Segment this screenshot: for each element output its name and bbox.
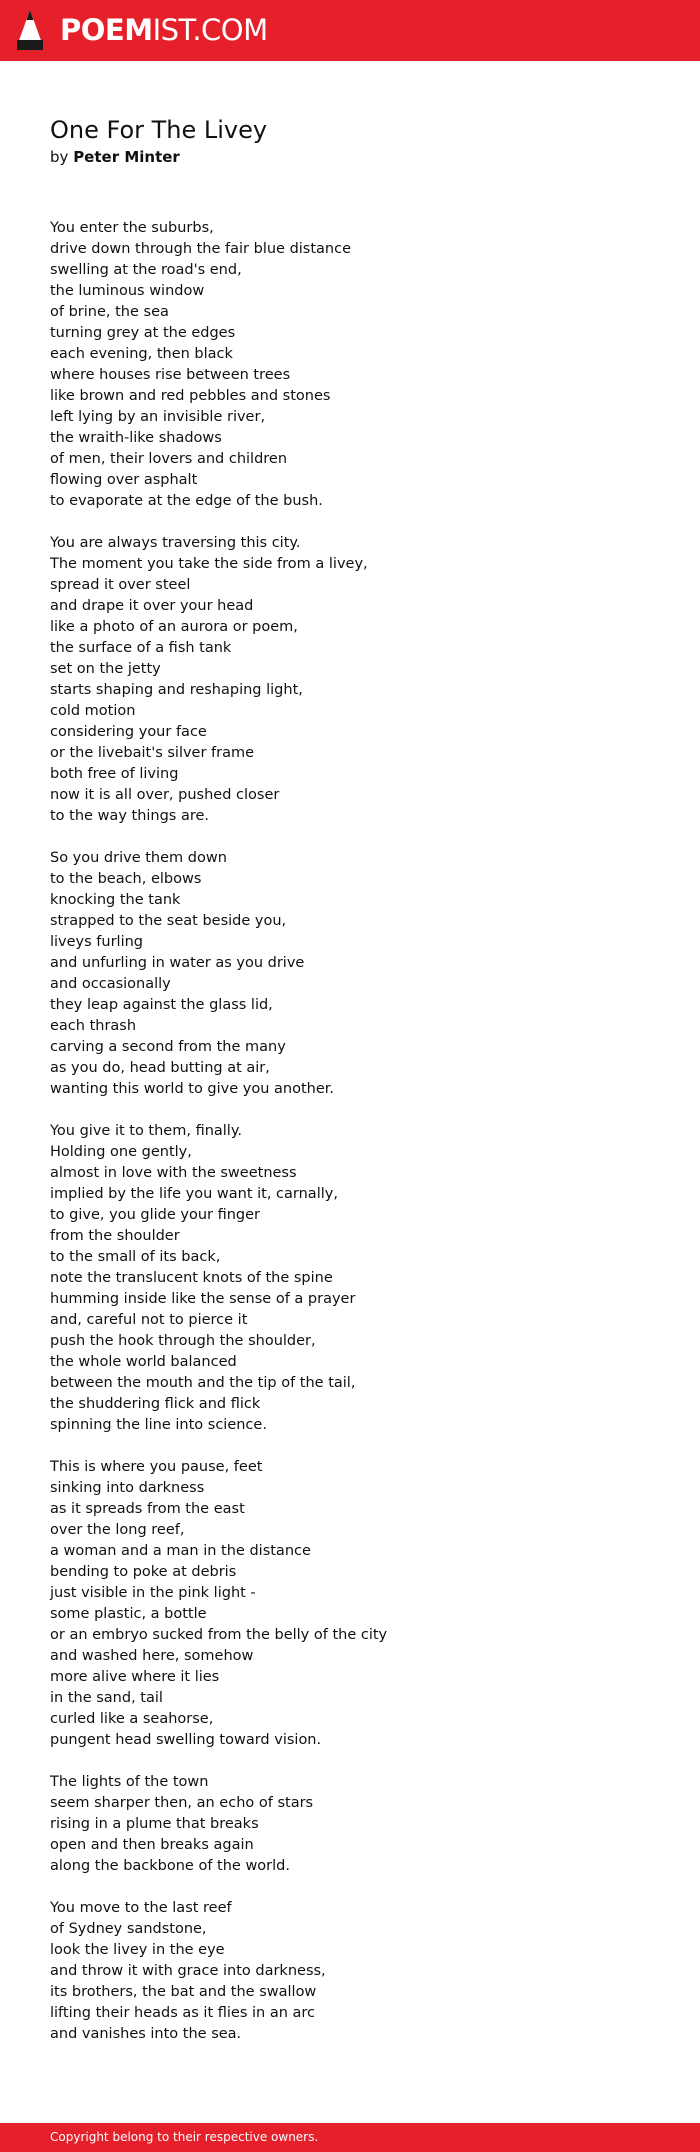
poem-stanza xyxy=(50,218,670,512)
poem-line: the wraith-like shadows xyxy=(50,430,222,446)
poem-line: carving a second from the many xyxy=(50,1039,286,1055)
poem-line: like a photo of an aurora or poem, xyxy=(50,619,298,635)
poem-line: the shuddering flick and flick xyxy=(50,1396,261,1412)
poem-line: like brown and red pebbles and stones xyxy=(50,388,331,404)
poem-line: just visible in the pink light - xyxy=(50,1585,256,1601)
poem-line: look the livey in the eye xyxy=(50,1942,225,1958)
poem-line: of brine, the sea xyxy=(50,304,169,320)
poem-stanza xyxy=(50,1772,670,1877)
poem-line: The lights of the town xyxy=(50,1774,209,1790)
pencil-tip-icon[interactable] xyxy=(16,10,44,50)
poem-line: turning grey at the edges xyxy=(50,325,236,341)
poem-line: the surface of a fish tank xyxy=(50,640,232,656)
author-name[interactable]: Peter Minter xyxy=(73,148,180,166)
poem-stanza xyxy=(50,1898,670,2045)
poem-line: and vanishes into the sea. xyxy=(50,2026,242,2042)
poem-line: and occasionally xyxy=(50,976,171,992)
poem-line: and, careful not to pierce it xyxy=(50,1312,248,1328)
poem-line: push the hook through the shoulder, xyxy=(50,1333,316,1349)
poem-line: in the sand, tail xyxy=(50,1690,163,1706)
site-logo[interactable] xyxy=(60,10,268,50)
poem-line: You move to the last reef xyxy=(50,1900,232,1916)
site-footer xyxy=(0,2123,700,2152)
poem-byline xyxy=(50,147,670,167)
poem-line: drive down through the fair blue distance xyxy=(50,241,352,257)
poem-line: bending to poke at debris xyxy=(50,1564,237,1580)
poem-line: sinking into darkness xyxy=(50,1480,205,1496)
poem-line: of men, their lovers and children xyxy=(50,451,288,467)
poem-line: rising in a plume that breaks xyxy=(50,1816,259,1832)
logo-text-bold: POEM xyxy=(60,13,153,47)
poem-line: spread it over steel xyxy=(50,577,191,593)
site-header xyxy=(0,0,700,61)
poem-line: left lying by an invisible river, xyxy=(50,409,266,425)
poem-line: along the backbone of the world. xyxy=(50,1858,290,1874)
poem-title: One For The Livey xyxy=(50,116,268,144)
poem-line: almost in love with the sweetness xyxy=(50,1165,297,1181)
poem-line: from the shoulder xyxy=(50,1228,180,1244)
poem-line: as it spreads from the east xyxy=(50,1501,245,1517)
poem-line: its brothers, the bat and the swallow xyxy=(50,1984,317,2000)
poem-stanza xyxy=(50,1457,670,1751)
poem-line: This is where you pause, feet xyxy=(50,1459,263,1475)
poem-stanza xyxy=(50,848,670,1100)
poem-line: between the mouth and the tip of the tail, xyxy=(50,1375,356,1391)
logo-text-light: IST.COM xyxy=(152,13,268,47)
poem-line: liveys furling xyxy=(50,934,144,950)
poem-line: a woman and a man in the distance xyxy=(50,1543,311,1559)
poem-line: of Sydney sandstone, xyxy=(50,1921,207,1937)
poem-line: seem sharper then, an echo of stars xyxy=(50,1795,314,1811)
poem-line: strapped to the seat beside you, xyxy=(50,913,287,929)
poem-stanza xyxy=(50,1121,670,1436)
poem-line: as you do, head butting at air, xyxy=(50,1060,270,1076)
poem-line: pungent head swelling toward vision. xyxy=(50,1732,322,1748)
poem-line: the whole world balanced xyxy=(50,1354,237,1370)
by-label: by xyxy=(50,148,69,166)
poem-line: curled like a seahorse, xyxy=(50,1711,214,1727)
poem-line: more alive where it lies xyxy=(50,1669,220,1685)
poem-line: humming inside like the sense of a prayer xyxy=(50,1291,356,1307)
poem-line: over the long reef, xyxy=(50,1522,185,1538)
poem-line: implied by the life you want it, carnally, xyxy=(50,1186,338,1202)
poem-line: and drape it over your head xyxy=(50,598,254,614)
poem-line: knocking the tank xyxy=(50,892,181,908)
poem-content xyxy=(50,114,670,2066)
poem-line: lifting their heads as it flies in an arc xyxy=(50,2005,316,2021)
poem-line: and throw it with grace into darkness, xyxy=(50,1963,326,1979)
poem-line: now it is all over, pushed closer xyxy=(50,787,280,803)
poem-line: some plastic, a bottle xyxy=(50,1606,207,1622)
poem-line: and unfurling in water as you drive xyxy=(50,955,305,971)
poem-line: You are always traversing this city. xyxy=(50,535,301,551)
poem-line: to the small of its back, xyxy=(50,1249,221,1265)
poem-line: to evaporate at the edge of the bush. xyxy=(50,493,323,509)
poem-line: wanting this world to give you another. xyxy=(50,1081,334,1097)
poem-line: You enter the suburbs, xyxy=(50,220,214,236)
poem-line: considering your face xyxy=(50,724,207,740)
poem-line: where houses rise between trees xyxy=(50,367,291,383)
poem-line: to the way things are. xyxy=(50,808,210,824)
poem-line: and washed here, somehow xyxy=(50,1648,254,1664)
poem-line: So you drive them down xyxy=(50,850,227,866)
copyright-notice: Copyright belong to their respective owners. xyxy=(50,2130,319,2144)
poem-line: to give, you glide your finger xyxy=(50,1207,260,1223)
poem-line: open and then breaks again xyxy=(50,1837,254,1853)
poem-line: starts shaping and reshaping light, xyxy=(50,682,303,698)
poem-line: cold motion xyxy=(50,703,136,719)
poem-line: Holding one gently, xyxy=(50,1144,192,1160)
poem-body xyxy=(50,218,670,2045)
poem-line: set on the jetty xyxy=(50,661,161,677)
poem-line: You give it to them, finally. xyxy=(50,1123,242,1139)
poem-line: each evening, then black xyxy=(50,346,233,362)
poem-line: flowing over asphalt xyxy=(50,472,198,488)
poem-line: spinning the line into science. xyxy=(50,1417,267,1433)
poem-line: they leap against the glass lid, xyxy=(50,997,273,1013)
poem-line: or an embryo sucked from the belly of the city xyxy=(50,1627,388,1643)
poem-line: or the livebait's silver frame xyxy=(50,745,255,761)
poem-line: to the beach, elbows xyxy=(50,871,202,887)
poem-stanza xyxy=(50,533,670,827)
poem-line: note the translucent knots of the spine xyxy=(50,1270,333,1286)
poem-line: swelling at the road's end, xyxy=(50,262,242,278)
poem-line: The moment you take the side from a livey, xyxy=(50,556,368,572)
poem-line: the luminous window xyxy=(50,283,205,299)
poem-line: both free of living xyxy=(50,766,179,782)
poem-line: each thrash xyxy=(50,1018,137,1034)
